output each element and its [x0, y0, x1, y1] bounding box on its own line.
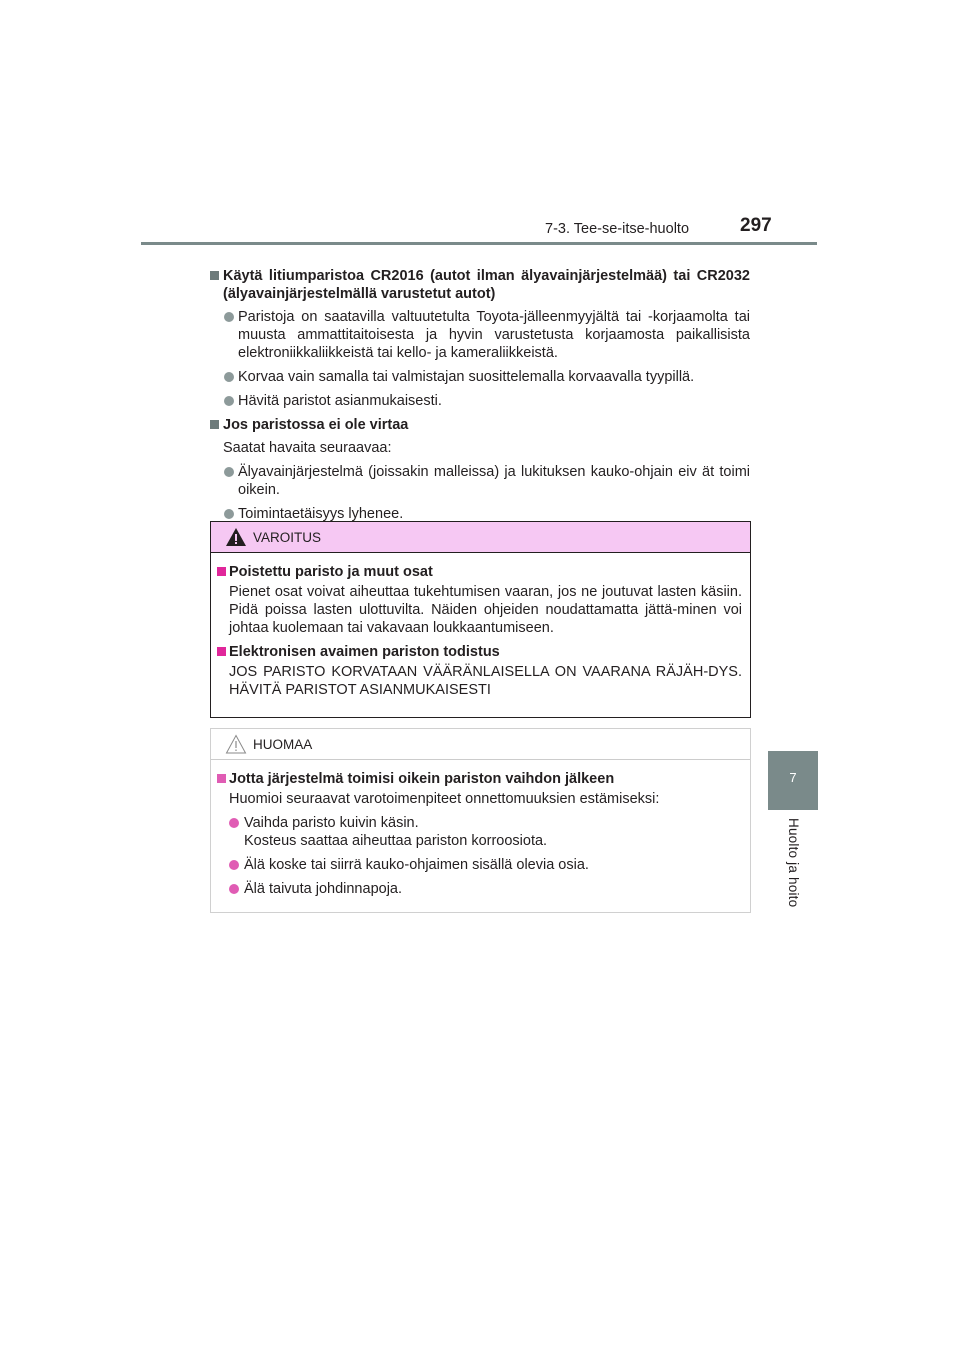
list-item [217, 880, 742, 898]
warning-heading [217, 643, 742, 661]
list-item-text: Toimintaetäisyys lyhenee. [238, 506, 404, 522]
paragraph: Saatat havaita seuraavaa: [223, 440, 392, 456]
list-item-text: Älyavainjärjestelmä (joissakin malleissa) ja lukituksen kauko-ohjain eiv ät toimi oikein. [238, 464, 750, 498]
round-bullet-icon [229, 818, 239, 828]
notice-box [210, 728, 751, 913]
notice-text: Huomioi seuraavat varotoimenpiteet onnettomuuksien estämiseksi: [229, 791, 660, 807]
list-item-text: Vaihda paristo kuivin käsin. [244, 815, 419, 831]
round-bullet-icon [224, 509, 234, 519]
list-item [210, 368, 750, 386]
square-bullet-icon [210, 420, 219, 429]
notice-header [211, 729, 750, 760]
list-item [210, 463, 750, 499]
square-bullet-icon [217, 567, 226, 576]
notice-title: HUOMAA [253, 737, 313, 752]
warning-header [211, 522, 750, 553]
warning-triangle-icon [225, 527, 247, 547]
list-item [217, 856, 742, 874]
list-item-text: Korvaa vain samalla tai valmistajan suosittelemalla korvaavalla tyypillä. [238, 369, 695, 385]
warning-body [211, 553, 750, 699]
page-number: 297 [740, 215, 772, 236]
list-item [210, 392, 750, 410]
header-rule [141, 242, 817, 245]
list-item-text: Älä koske tai siirrä kauko-ohjaimen sisällä olevia osia. [244, 857, 589, 873]
heading-text: Elektronisen avaimen pariston todistus [229, 644, 500, 660]
notice-body [211, 760, 750, 898]
round-bullet-icon [229, 860, 239, 870]
list-item-subtext: Kosteus saattaa aiheuttaa pariston korroosiota. [244, 833, 548, 849]
round-bullet-icon [224, 467, 234, 477]
list-item-text: Hävitä paristot asianmukaisesti. [238, 393, 442, 409]
heading-text: Poistettu paristo ja muut osat [229, 564, 433, 580]
round-bullet-icon [224, 372, 234, 382]
square-bullet-icon [217, 647, 226, 656]
list-item [210, 308, 750, 362]
warning-text: JOS PARISTO KORVATAAN VÄÄRÄNLAISELLA ON VAARANA RÄJÄH-DYS. HÄVITÄ PARISTOT ASIANMUKAISESTI [229, 664, 742, 698]
list-item [217, 814, 742, 850]
round-bullet-icon [229, 884, 239, 894]
chapter-number: 7 [789, 770, 797, 785]
warning-title: VAROITUS [253, 530, 322, 545]
warning-heading [217, 563, 742, 581]
notice-heading [217, 770, 742, 788]
heading-battery-type [210, 267, 750, 303]
heading-text: Jos paristossa ei ole virtaa [223, 417, 409, 433]
heading-text: Käytä litiumparistoa CR2016 (autot ilman älyavainjärjestelmää) tai CR2032 (älyavainjärjestelmällä varustetut autot) [223, 268, 750, 302]
warning-text: Pienet osat voivat aiheuttaa tukehtumisen vaaran, jos ne joutuvat lasten käsiin. Pidä poissa lasten ulottuvilta. Näiden ohjeiden noudattamatta jättä-minen voi johtaa kuolemaan tai vakavaan loukkaantumiseen. [229, 584, 742, 636]
caution-triangle-icon [225, 734, 247, 754]
warning-box [210, 521, 751, 718]
square-bullet-icon [210, 271, 219, 280]
header-section-title: 7-3. Tee-se-itse-huolto [545, 221, 690, 237]
heading-text: Jotta järjestelmä toimisi oikein pariston vaihdon jälkeen [229, 771, 615, 787]
chapter-title: Huolto ja hoito [786, 818, 801, 908]
round-bullet-icon [224, 396, 234, 406]
list-item-text: Älä taivuta johdinnapoja. [244, 881, 403, 897]
main-content [210, 267, 750, 529]
square-bullet-icon [217, 774, 226, 783]
round-bullet-icon [224, 312, 234, 322]
list-item-text: Paristoja on saatavilla valtuutetulta Toyota-jälleenmyyjältä tai -korjaamolta tai muusta ammattitaitoisesta ja hyvin varustetusta korjaamosta paikallisista elektroniikkaliikkeistä tai kello- ja kameraliikkeistä. [238, 309, 750, 361]
heading-battery-empty [210, 416, 750, 434]
